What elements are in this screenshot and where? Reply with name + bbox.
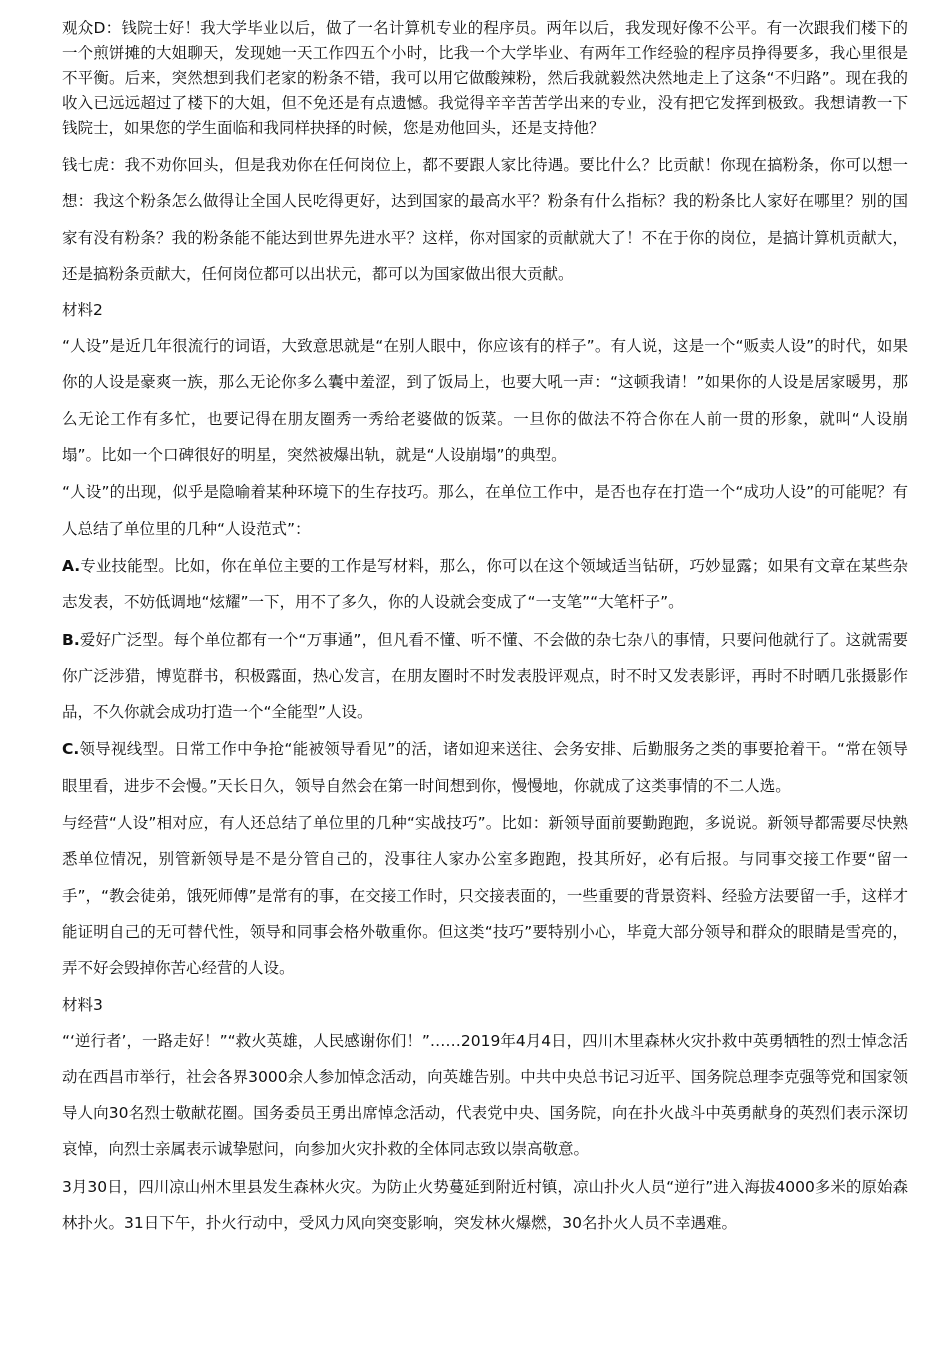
item-c-label: C. [62,740,80,759]
item-c-paragraph [62,731,908,804]
item-b-text: 爱好广泛型。每个单位都有一个“万事通”，但凡看不懂、听不懂、不会做的杂七杂八的事情，只要问他就行了。这就需要你广泛涉猎，博览群书，积极露面，热心发言，在朋友圈时不时发表股评观点，时不时又发表影评，再时不时晒几张摄影作品，不久你就会成功打造一个“全能型”人设。 [62,630,908,722]
qian-answer-paragraph: 钱七虎：我不劝你回头，但是我劝你在任何岗位上，都不要跟人家比待遇。要比什么？比贡献！你现在搞粉条，你可以想一想：我这个粉条怎么做得让全国人民吃得更好，达到国家的最高水平？粉条有什么指标？我的粉条比人家好在哪里？别的国家有没有粉条？我的粉条能不能达到世界先进水平？这样，你对国家的贡献就大了！不在于你的岗位，是搞计算机贡献大，还是搞粉条贡献大，任何岗位都可以出状元，都可以为国家做出很大贡献。 [62,156,908,283]
material-3-heading: 材料3 [62,995,103,1014]
item-c-text: 领导视线型。日常工作中争抢“能被领导看见”的活，诸如迎来送往、会务安排、后勤服务之类的事要抢着干。“常在领导眼里看，进步不会慢。”天长日久，领导自然会在第一时间想到你，慢慢地，你就成了这类事情的不二人选。 [62,740,908,795]
item-a-label: A. [62,556,81,575]
renshe-intro-paragraph: “人设”是近几年很流行的词语，大致意思就是“在别人眼中，你应该有的样子”。有人说，这是一个“贩卖人设”的时代，如果你的人设是豪爽一族，那么无论你多么囊中羞涩，到了饭局上，也要大吼一声：“这顿我请！”如果你的人设是居家暖男，那么无论工作有多忙，也要记得在朋友圈秀一秀给老婆做的饭菜。一旦你的做法不符合你在人前一贯的形象，就叫“人设崩塌”。比如一个口碑很好的明星，突然被爆出轨，就是“人设崩塌”的典型。 [62,337,908,465]
item-b-label: B. [62,630,80,649]
item-a-text: 专业技能型。比如，你在单位主要的工作是写材料，那么，你可以在这个领域适当钻研，巧妙显露；如果有文章在某些杂志发表，不妨低调地“炫耀”一下，用不了多久，你的人设就会变成了“一支笔”“大笔杆子”。 [62,556,908,612]
renshe-survival-paragraph: “人设”的出现，似乎是隐喻着某种环境下的生存技巧。那么，在单位工作中，是否也存在打造一个“成功人设”的可能呢？有人总结了单位里的几种“人设范式”： [62,483,908,538]
audience-question-paragraph: 观众D：钱院士好！我大学毕业以后，做了一名计算机专业的程序员。两年以后，我发现好像不公平。有一次跟我们楼下的一个煎饼摊的大姐聊天，发现她一天工作四五个小时，比我一个大学毕业、有两年工作经验的程序员挣得要多，我心里很是不平衡。后来，突然想到我们老家的粉条不错，我可以用它做酸辣粉，然后我就毅然决然地走上了这条“不归路”。现在我的收入已远远超过了楼下的大姐，但不免还是有点遗憾。我觉得辛辛苦苦学出来的专业，没有把它发挥到极致。我想请教一下钱院士，如果您的学生面临和我同样抉择的时候，您是劝他回头，还是支持他？ [62,19,908,137]
document-page [62,16,908,1241]
item-b-paragraph [62,622,908,731]
fire-event-paragraph: 3月30日，四川凉山州木里县发生森林火灾。为防止火势蔓延到附近村镇，凉山扑火人员“逆行”进入海拔4000多米的原始森林扑火。31日下午，扑火行动中，受风力风向突变影响，突发林火爆燃，30名扑火人员不幸遇难。 [62,1177,908,1233]
material-2-heading: 材料2 [62,301,103,320]
item-a-paragraph [62,548,908,621]
shizhan-jiqiao-paragraph: 与经营“人设”相对应，有人还总结了单位里的几种“实战技巧”。比如：新领导面前要勤跑跑，多说说。新领导都需要尽快熟悉单位情况，别管新领导是不是分管自己的，没事往人家办公室多跑跑，投其所好，必有后报。与同事交接工作要“留一手”，“教会徒弟，饿死师傅”是常有的事，在交接工作时，只交接表面的，一些重要的背景资料、经验方法要留一手，这样才能证明自己的无可替代性，领导和同事会格外敬重你。但这类“技巧”要特别小心，毕竟大部分领导和群众的眼睛是雪亮的，弄不好会毁掉你苦心经营的人设。 [62,814,908,978]
memorial-paragraph: “‘逆行者’，一路走好！”“救火英雄，人民感谢你们！”……2019年4月4日，四川木里森林火灾扑救中英勇牺牲的烈士悼念活动在西昌市举行，社会各界3000余人参加悼念活动，向英雄告别。中共中央总书记习近平、国务院总理李克强等党和国家领导人向30名烈士敬献花圈。国务委员王勇出席悼念活动，代表党中央、国务院，向在扑火战斗中英勇献身的英烈们表示深切哀悼，向烈士亲属表示诚挚慰问，向参加火灾扑救的全体同志致以崇高敬意。 [62,1031,908,1159]
